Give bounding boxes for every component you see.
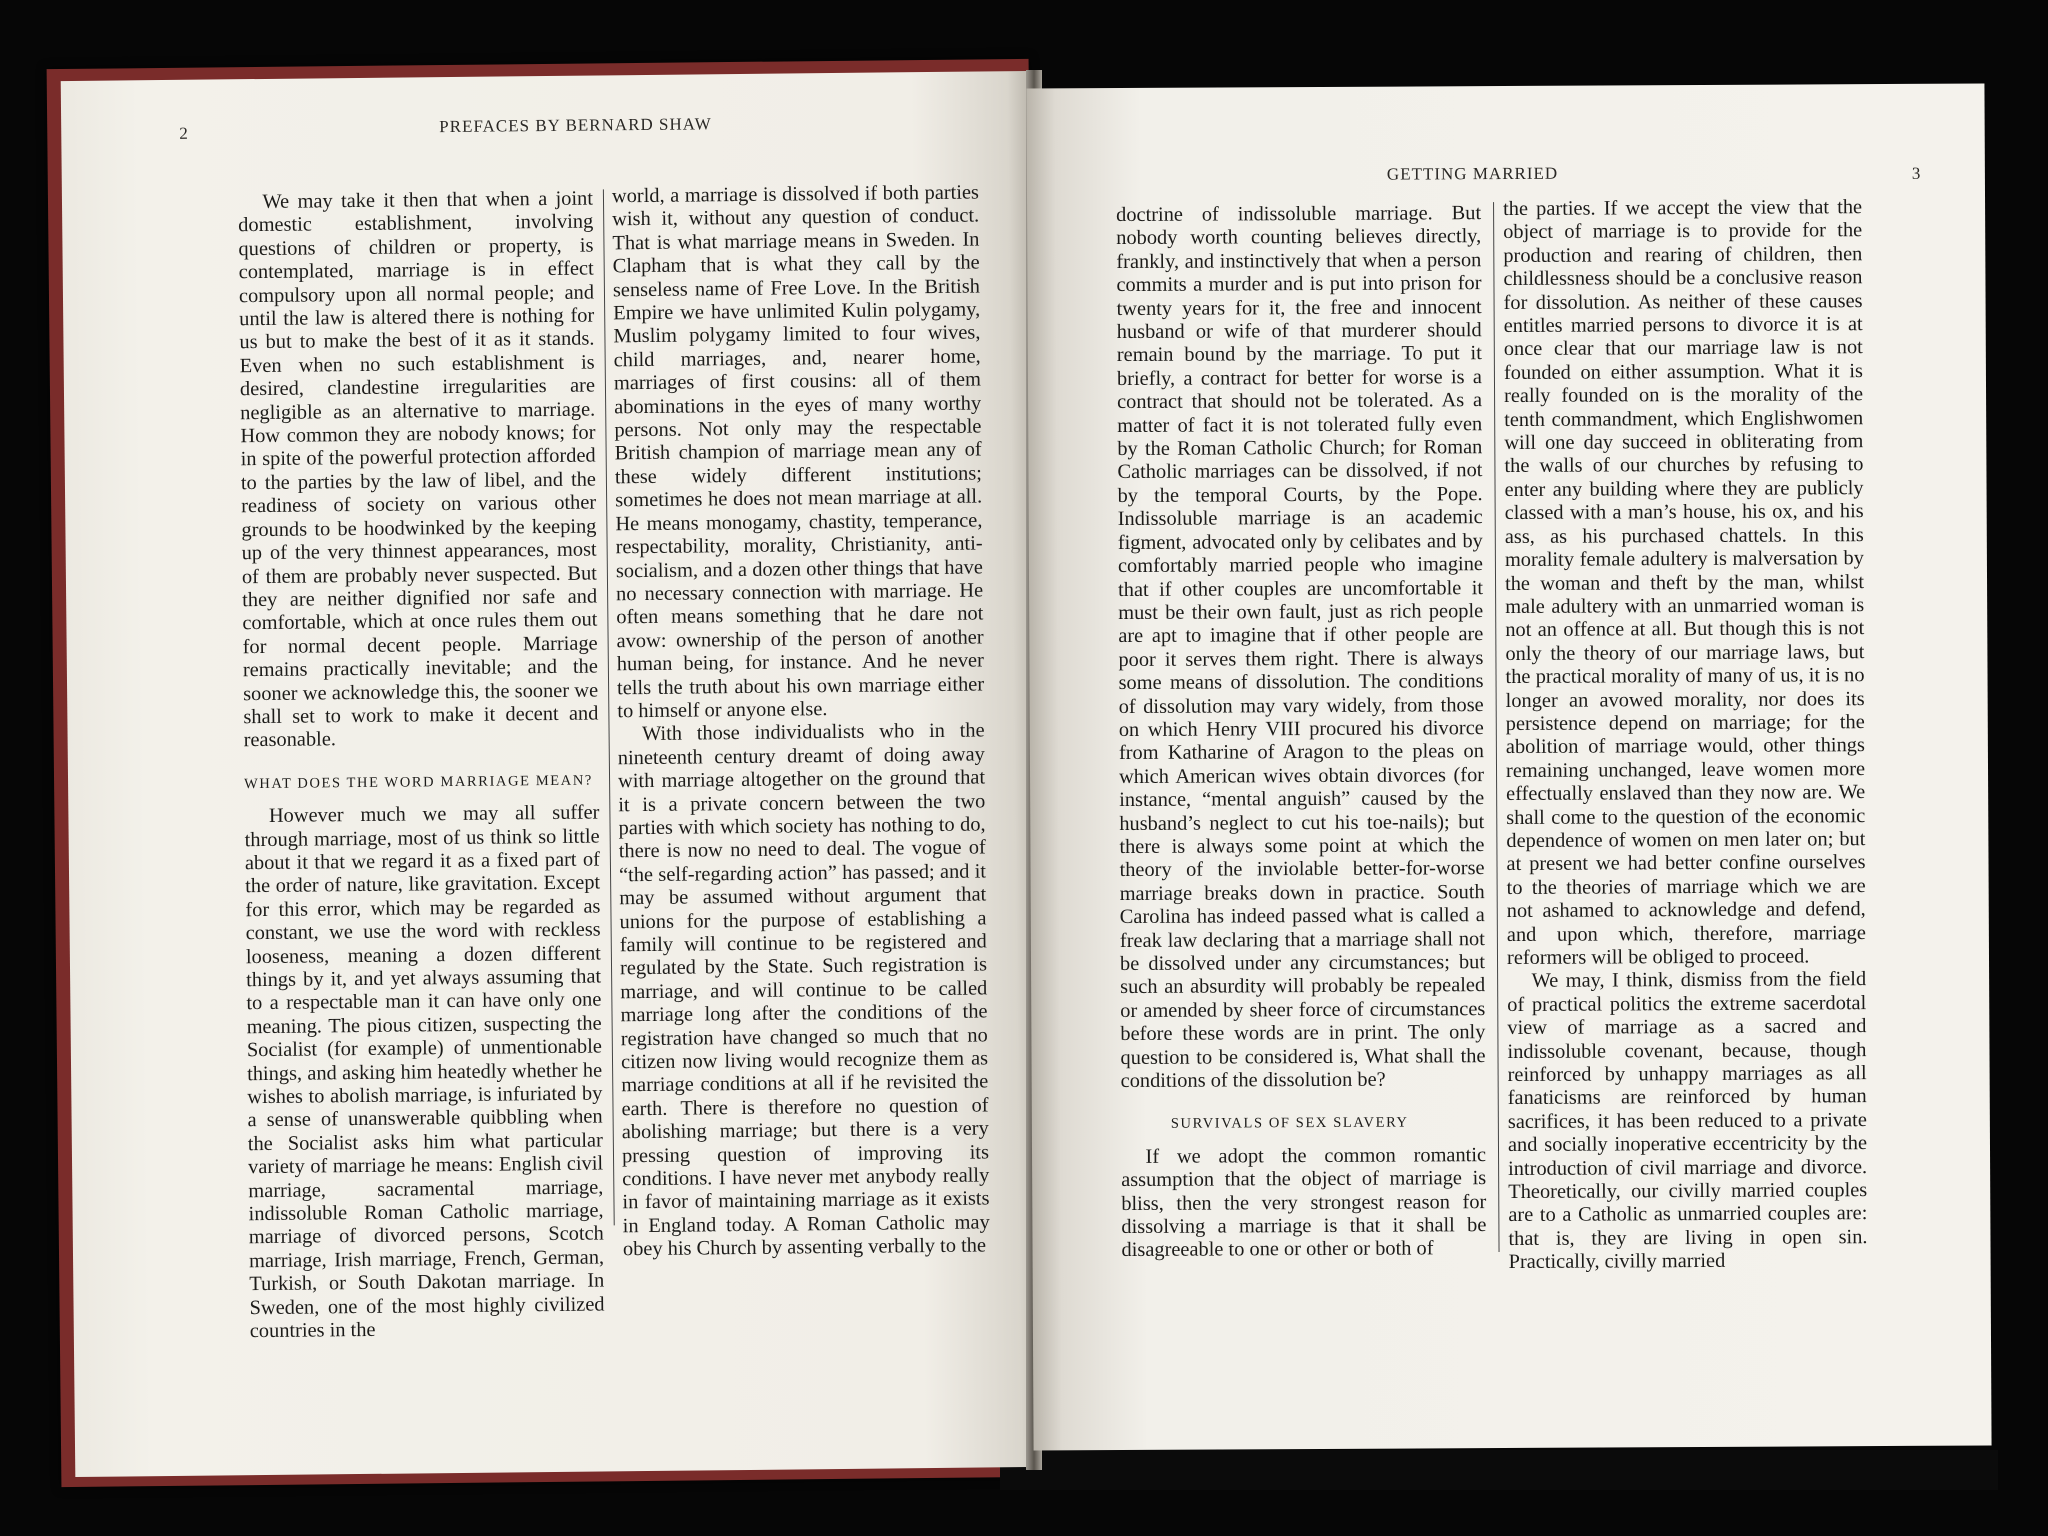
page-number: 2 (179, 123, 189, 143)
left-column-2 (612, 181, 990, 1261)
section-heading: WHAT DOES THE WORD MARRIAGE MEAN? (244, 772, 593, 792)
book-cover-right (1000, 1450, 1998, 1490)
paragraph: the parties. If we accept the view that the object of marriage is to provide for the production and rearing of children, then childlessness should be a conclusive reason for dissolution. As neither of these causes entitles married persons to divorce it is at once clear that our marriage law is not founded on either assumption. What it is really founded on is the morality of the tenth commandment, which Englishwomen will one day succeed in obliterating from the walls of our churches by refusing to enter any building where they are publicly classed with a man’s house, his ox, and his ass, as his purchased chattels. In this morality female adultery is malversation by the woman and theft by the man, whilst male adultery with an unmarried woman is not an offence at all. But though this is not only the theory of our marriage laws, but the practical morality of many of us, it is no longer an avowed morality, nor does its persistence depend on marriage; for the abolition of marriage would, other things remaining unchanged, leave women more effectually enslaved than they now are. We shall come to the question of the economic dependence of women on men later on; but at present we had better confine ourselves to the theories of marriage which we are not ashamed to acknowledge and defend, and upon which, therefore, marriage reformers will be obliged to proceed. (1503, 196, 1866, 970)
paragraph: doctrine of indissoluble marriage. But nobody worth counting believes directly, frankly, and instinctively that when a person commits a murder and is put into prison for twenty years for it, the free and innocent husband or wife of that murderer should remain bound by the marriage. To put it briefly, a contract for better for worse is a contract that should not be tolerated. As a matter of fact it is not tolerated fully even by the Roman Catholic Church; for Roman Catholic marriages can be dissolved, if not by the temporal Courts, by the Pope. Indissoluble marriage is an academic figment, advocated only by celibates and by comfortably married people who imagine that if other couples are uncomfortable it must be their own fault, just as rich people are apt to imagine that if other people are poor it serves them right. There is always some means of dissolution. The conditions of dissolution may vary widely, from those on which Henry VIII procured his divorce from Katharine of Aragon to the pleas on which American wives obtain divorces (for instance, “mental anguish” caused by the husband’s neglect to cut his toe-nails); but there is always some point at which the theory of the inviolable better-for-worse marriage breaks down in practice. South Carolina has indeed passed what is called a freak law declaring that a marriage shall not be dissolved under any circumstances; but such an absurdity will probably be repealed or amended by sheer force of circumstances before these words are in print. The only question to be considered is, What shall the conditions of the dissolution be? (1116, 202, 1486, 1093)
running-head: GETTING MARRIED (1386, 163, 1559, 184)
column-rule (1493, 202, 1499, 1252)
paragraph: If we adopt the common romantic assumption that the object of marriage is bliss, then the very strongest reason for dissolving a marriage is that it shall be disagreeable to one or other or both of (1121, 1143, 1487, 1262)
paragraph: world, a marriage is dissolved if both parties wish it, without any question of conduct. That is what marriage means in Sweden. In Clapham that is what they call by the senseless name of Free Love. In the British Empire we have unlimited Kulin polygamy, Muslim polygamy limited to four wives, child marriages, and, nearer home, marriages of first cousins: all of them abominations in the eyes of many worthy persons. Not only may the respectable British champion of marriage mean any of these widely different institutions; sometimes he does not mean marriage at all. He means monogamy, chastity, temperance, respectability, morality, Christianity, anti-socialism, and a dozen other things that have no necessary connection with marriage. He often means something that he dare not avow: ownership of the person of another human being, for instance. And he never tells the truth about his own marriage either to himself or anyone else. (611, 181, 985, 723)
running-head: PREFACES BY BERNARD SHAW (439, 114, 712, 137)
right-column-1 (1116, 202, 1487, 1263)
left-page (61, 71, 1042, 1477)
paragraph: We may take it then that when a joint domestic establishment, involving questions of children or property, is contemplated, marriage is in effect compulsory upon all normal people; and until the law is altered there is nothing for us but to make the best of it as it stands. Even when no such establishment is desired, clandestine irregularities are negligible as an alternative to marriage. How common they are nobody knows; for in spite of the powerful protection afforded to the parties by the law of libel, and the readiness of society on various other grounds to be hoodwinked by the keeping up of the very thinnest appearances, most of them are probably never suspected. But they are neither dignified nor safe and comfortable, which at once rules them out for normal decent people. Marriage remains practically inevitable; and the sooner we acknowledge this, the sooner we shall set to work to make it decent and reasonable. (238, 187, 599, 752)
right-page (1026, 84, 1991, 1451)
page-number: 3 (1911, 163, 1922, 183)
paragraph: With those individualists who in the nineteenth century dreamt of doing away with marriage altogether on the ground that it is a private concern between the two parties with which society has nothing to do, there is now no need to deal. The vogue of “the self-regarding action” has passed; and it may be assumed without argument that unions for the purpose of establishing a family will continue to be registered and regulated by the State. Such registration is marriage, and will continue to be called marriage long after the conditions of the registration have changed so much that no citizen now living would recognize them as marriage conditions at all if he revisited the earth. There is therefore no question of abolishing marriage; but there is a very pressing question of improving its conditions. I have never met anybody really in favor of maintaining marriage as it exists in England today. A Roman Catholic may obey his Church by assenting verbally to the (617, 719, 990, 1261)
left-column-1 (238, 188, 605, 1344)
section-heading: SURVIVALS OF SEX SLAVERY (1170, 1114, 1409, 1133)
paragraph: However much we may all suffer through marriage, most of us think so little about it that we regard it as a fixed part of the order of nature, like gravitation. Except for this error, which may be regarded as constant, we use the word with reckless looseness, meaning a dozen different things by it, and yet always assuming that to a respectable man it can have only one meaning. The pious citizen, suspecting the Socialist (for example) of unmentionable things, and asking him heatedly whether he wishes to abolish marriage, is infuriated by a sense of unanswerable quibbling when the Socialist asks him what particular variety of marriage he means: English civil marriage, sacramental marriage, indissoluble Roman Catholic marriage, marriage of divorced persons, Scotch marriage, Irish marriage, French, German, Turkish, or South Dakotan marriage. In Sweden, one of the most highly civilized countries in the (244, 801, 605, 1343)
right-column-2 (1503, 196, 1868, 1275)
paragraph: We may, I think, dismiss from the field of practical politics the extreme sacerdotal view of marriage as a sacred and indissoluble covenant, because, though reinforced by unhappy marriages as all fanaticisms are reinforced by human sacrifices, it has been reduced to a private and socially inoperative eccentricity by the introduction of civil marriage and divorce. Theoretically, our civilly married couples are to a Catholic as unmarried couples are: that is, they are living in open sin. Practically, civilly married (1507, 968, 1868, 1274)
